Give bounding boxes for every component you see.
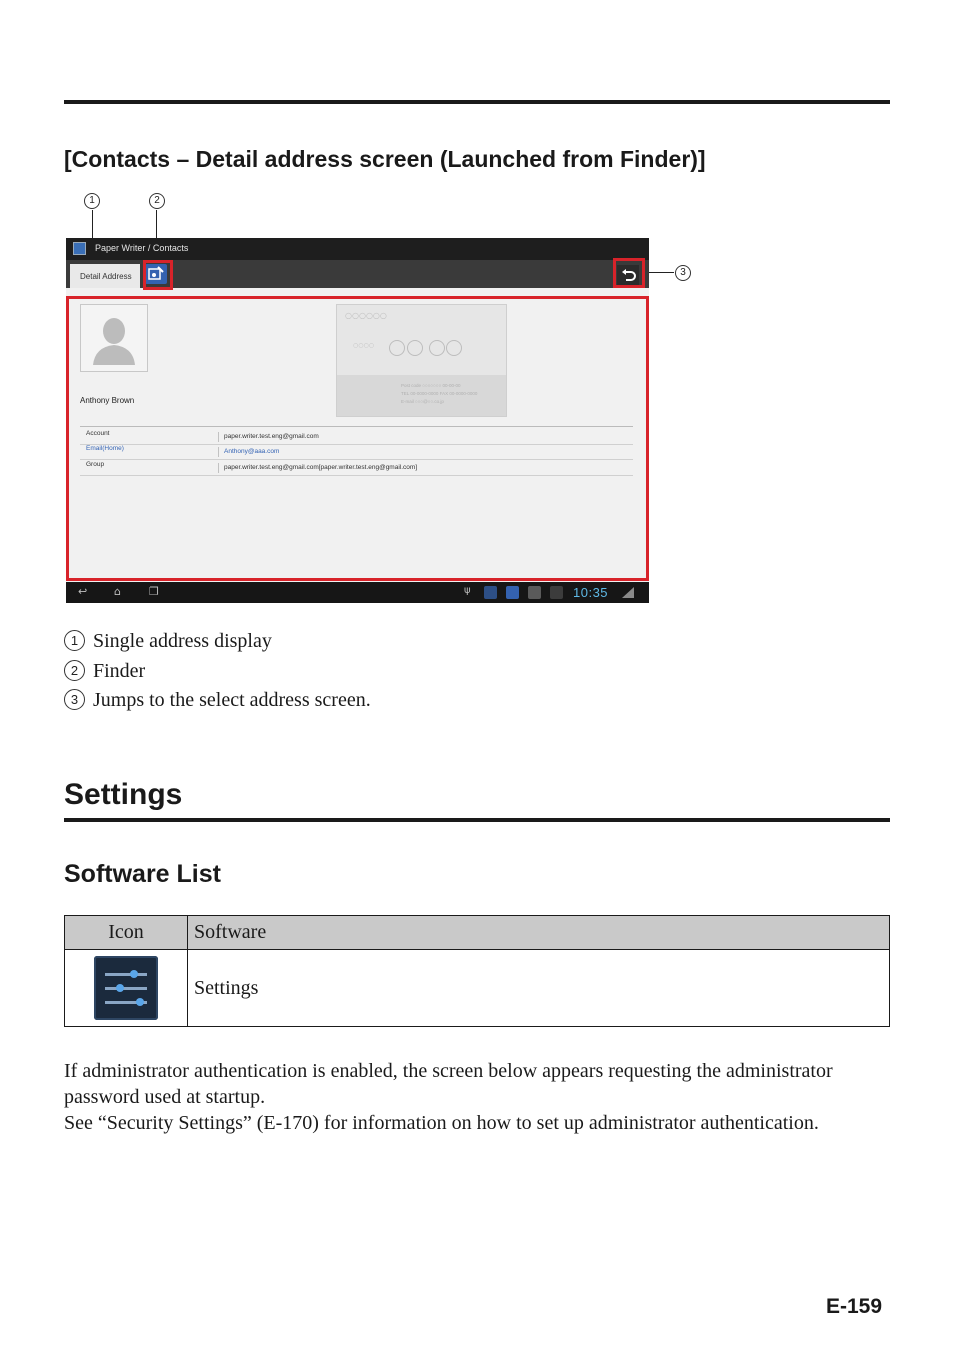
table-header-row <box>65 916 890 950</box>
slider-knob <box>136 998 144 1006</box>
signal-icon <box>622 587 634 598</box>
card-top-text: ○○○○○○ <box>345 311 387 320</box>
tray-image-icon[interactable] <box>550 586 563 599</box>
legend-text: Jumps to the select address screen. <box>93 689 371 711</box>
tray-finder-icon[interactable] <box>506 586 519 599</box>
address-display-highlight <box>66 296 649 581</box>
legend-text: Single address display <box>93 630 272 652</box>
legend-item <box>64 660 145 683</box>
back-highlight <box>613 258 645 288</box>
status-clock: 10:35 <box>573 585 609 600</box>
slider-bar <box>105 987 147 990</box>
callout-2: 2 <box>149 193 165 209</box>
callout-1: 1 <box>84 193 100 209</box>
field-value-account: paper.writer.test.eng@gmail.com <box>224 433 319 440</box>
settings-rule <box>64 818 890 822</box>
legend-text: Finder <box>93 660 146 682</box>
legend-item <box>64 689 371 712</box>
nav-back-icon[interactable]: ↩ <box>78 585 88 598</box>
page-number: E-159 <box>826 1295 883 1318</box>
legend-num: 1 <box>64 630 85 651</box>
field-label-email: Email(Home) <box>86 445 124 452</box>
nav-recent-icon[interactable]: ❐ <box>149 585 159 598</box>
card-line-3: E-mail ○○○@○○.co.jp <box>401 399 444 404</box>
card-line-1: Post code ○○○○○○○ 00-00-00 <box>401 383 461 388</box>
slider-bar <box>105 973 147 976</box>
legend-num: 2 <box>64 660 85 681</box>
slider-knob <box>130 970 138 978</box>
card-middle-text: ○○○○ <box>353 342 374 349</box>
nav-home-icon[interactable]: ⌂ <box>114 585 121 598</box>
legend-item <box>64 630 272 653</box>
settings-heading: Settings <box>64 778 183 811</box>
icon-cell <box>65 950 188 1027</box>
paragraph-auth: If administrator authentication is enabled, the screen below appears requesting the administrator password used at startup. <box>64 1060 833 1108</box>
paragraph-security-ref: See “Security Settings” (E-170) for information on how to set up administrator authentication. <box>64 1112 819 1134</box>
software-list-heading: Software List <box>64 860 221 888</box>
header-icon: Icon <box>65 916 188 950</box>
tray-app-icon[interactable] <box>484 586 497 599</box>
callout-3: 3 <box>675 265 691 281</box>
app-title-bar <box>66 238 649 260</box>
usb-icon: ψ <box>464 585 471 596</box>
system-navigation-bar <box>66 582 649 603</box>
field-value-email[interactable]: Anthony@aaa.com <box>224 448 280 455</box>
header-software: Software <box>188 916 890 950</box>
tab-label: Detail Address <box>80 272 132 281</box>
tray-edit-icon[interactable] <box>528 586 541 599</box>
section-heading: [Contacts – Detail address screen (Launched from Finder)] <box>64 146 706 172</box>
slider-knob <box>116 984 124 992</box>
field-label-account: Account <box>86 430 110 437</box>
top-rule <box>64 100 890 104</box>
field-label-group: Group <box>86 461 105 468</box>
card-line-2: TEL 00-0000-0000 FAX 00-0000-0000 <box>401 391 478 396</box>
settings-icon <box>94 956 158 1020</box>
contact-name: Anthony Brown <box>80 396 135 405</box>
software-table <box>64 915 890 1027</box>
software-name: Settings <box>188 950 890 1027</box>
finder-highlight <box>143 260 173 290</box>
field-value-group: paper.writer.test.eng@gmail.com[paper.writer.test.eng@gmail.com] <box>224 464 418 471</box>
window-title: Paper Writer / Contacts <box>95 243 189 253</box>
table-row <box>65 950 890 1027</box>
legend-num: 3 <box>64 689 85 710</box>
tab-detail-address[interactable] <box>70 264 140 288</box>
app-icon <box>73 242 86 255</box>
